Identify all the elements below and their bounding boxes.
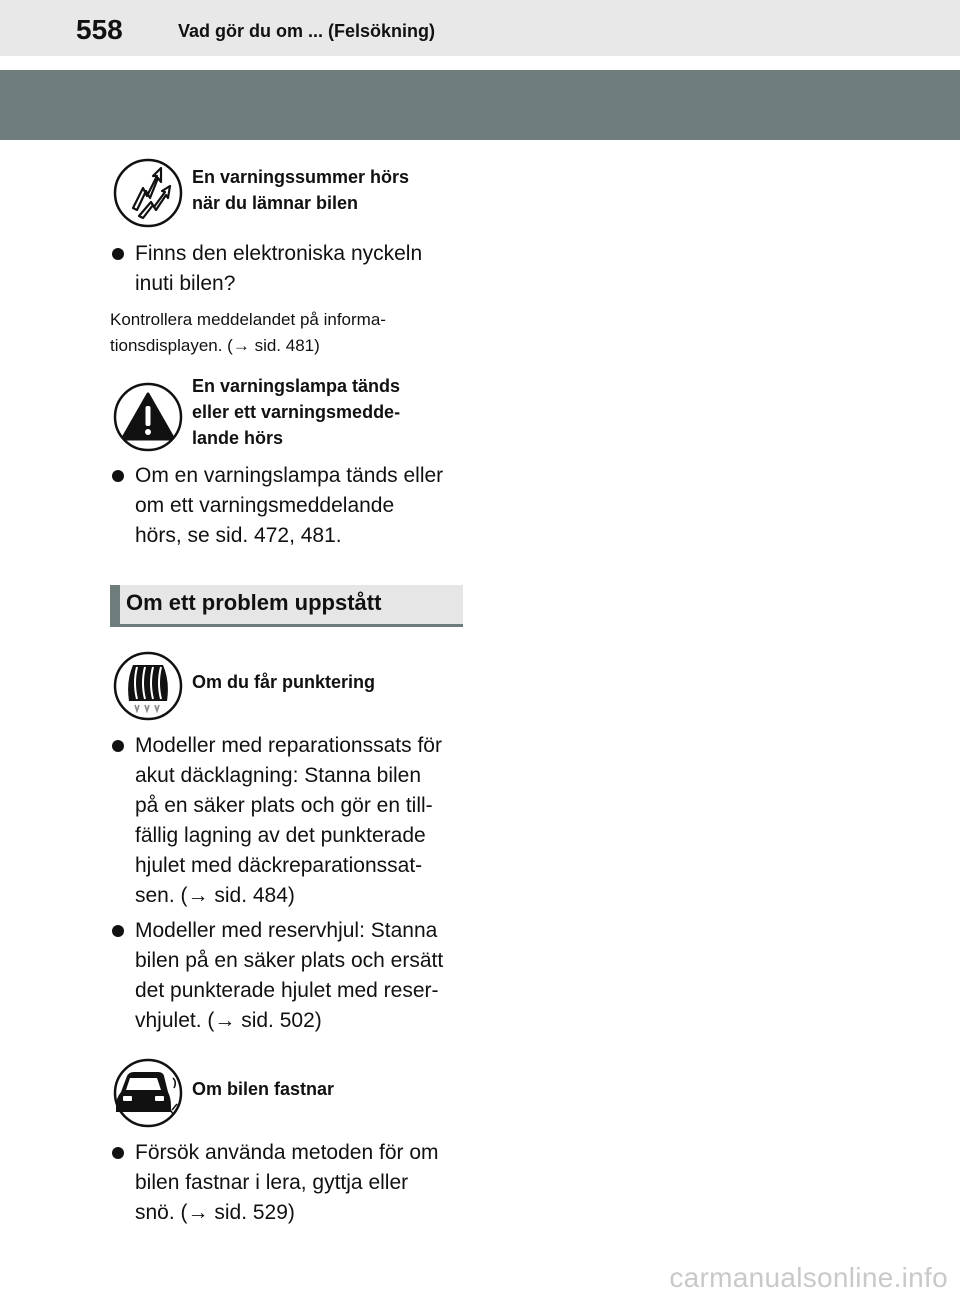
buzzer-caption-line: när du lämnar bilen <box>192 193 359 213</box>
warning-light-caption-line: lande hörs <box>192 428 284 448</box>
stuck-caption: Om bilen fastnar <box>192 1079 335 1099</box>
stuck-car-icon <box>113 1058 183 1128</box>
page-number: 558 <box>76 14 123 45</box>
note-line: Kontrollera meddelandet på informa- <box>110 310 386 329</box>
note-line: tionsdisplayen. (→ sid. 481) <box>110 336 320 355</box>
warning-buzzer-icon <box>113 158 183 228</box>
bullet-stuck <box>110 1138 470 1228</box>
warning-triangle-icon <box>113 382 183 452</box>
bullet-line: bilen på en säker plats och ersätt <box>135 949 444 972</box>
bullet-line: vhjulet. (→ sid. 502) <box>135 1009 322 1032</box>
warning-light-caption-line: En varningslampa tänds <box>192 376 401 396</box>
note-check-display <box>110 307 470 359</box>
bullet-line: det punkterade hjulet med reser- <box>135 979 439 1002</box>
watermark: carmanualsonline.info <box>669 1262 948 1293</box>
bullet-line: hjulet med däckreparationssat- <box>135 854 423 877</box>
bullet-spare-wheel <box>110 916 470 1036</box>
bullet-dot <box>112 248 124 260</box>
buzzer-caption <box>192 164 409 216</box>
bullet-line: sen. (→ sid. 484) <box>135 884 295 907</box>
bullet-key-inside <box>110 239 470 299</box>
bullet-line: akut däcklagning: Stanna bilen <box>135 764 422 787</box>
bullet-line: Försök använda metoden för om <box>135 1141 439 1164</box>
section-heading <box>110 585 463 627</box>
section-title: Om ett problem uppstått <box>126 590 382 615</box>
bullet-line: Finns den elektroniska nyckeln <box>135 242 423 265</box>
bullet-line: Modeller med reservhjul: Stanna <box>135 919 438 942</box>
bullet-line: hörs, se sid. 472, 481. <box>135 524 342 547</box>
bullet-line: Modeller med reparationssats för <box>135 734 442 757</box>
flat-tire-caption: Om du får punktering <box>192 672 376 692</box>
bullet-dot <box>112 740 124 752</box>
bullet-dot <box>112 470 124 482</box>
bullet-line: inuti bilen? <box>135 272 236 295</box>
bullet-line: fällig lagning av det punkterade <box>135 824 426 847</box>
bullet-line: om ett varningsmeddelande <box>135 494 395 517</box>
bullet-line: på en säker plats och gör en till- <box>135 794 433 817</box>
buzzer-caption-line: En varningssummer hörs <box>192 167 410 187</box>
page-header <box>0 0 960 56</box>
bullet-line: Om en varningslampa tänds eller <box>135 464 444 487</box>
bullet-warning-light <box>110 461 470 551</box>
bullet-line: bilen fastnar i lera, gyttja eller <box>135 1171 409 1194</box>
bullet-repair-kit <box>110 731 470 911</box>
warning-light-caption <box>192 373 400 451</box>
bullet-dot <box>112 1147 124 1159</box>
warning-light-caption-line: eller ett varningsmedde- <box>192 402 401 422</box>
bullet-line: snö. (→ sid. 529) <box>135 1201 295 1224</box>
flat-tire-icon <box>113 651 183 721</box>
header-band <box>0 70 960 140</box>
bullet-dot <box>112 925 124 937</box>
page-title: Vad gör du om ... (Felsökning) <box>178 21 436 41</box>
